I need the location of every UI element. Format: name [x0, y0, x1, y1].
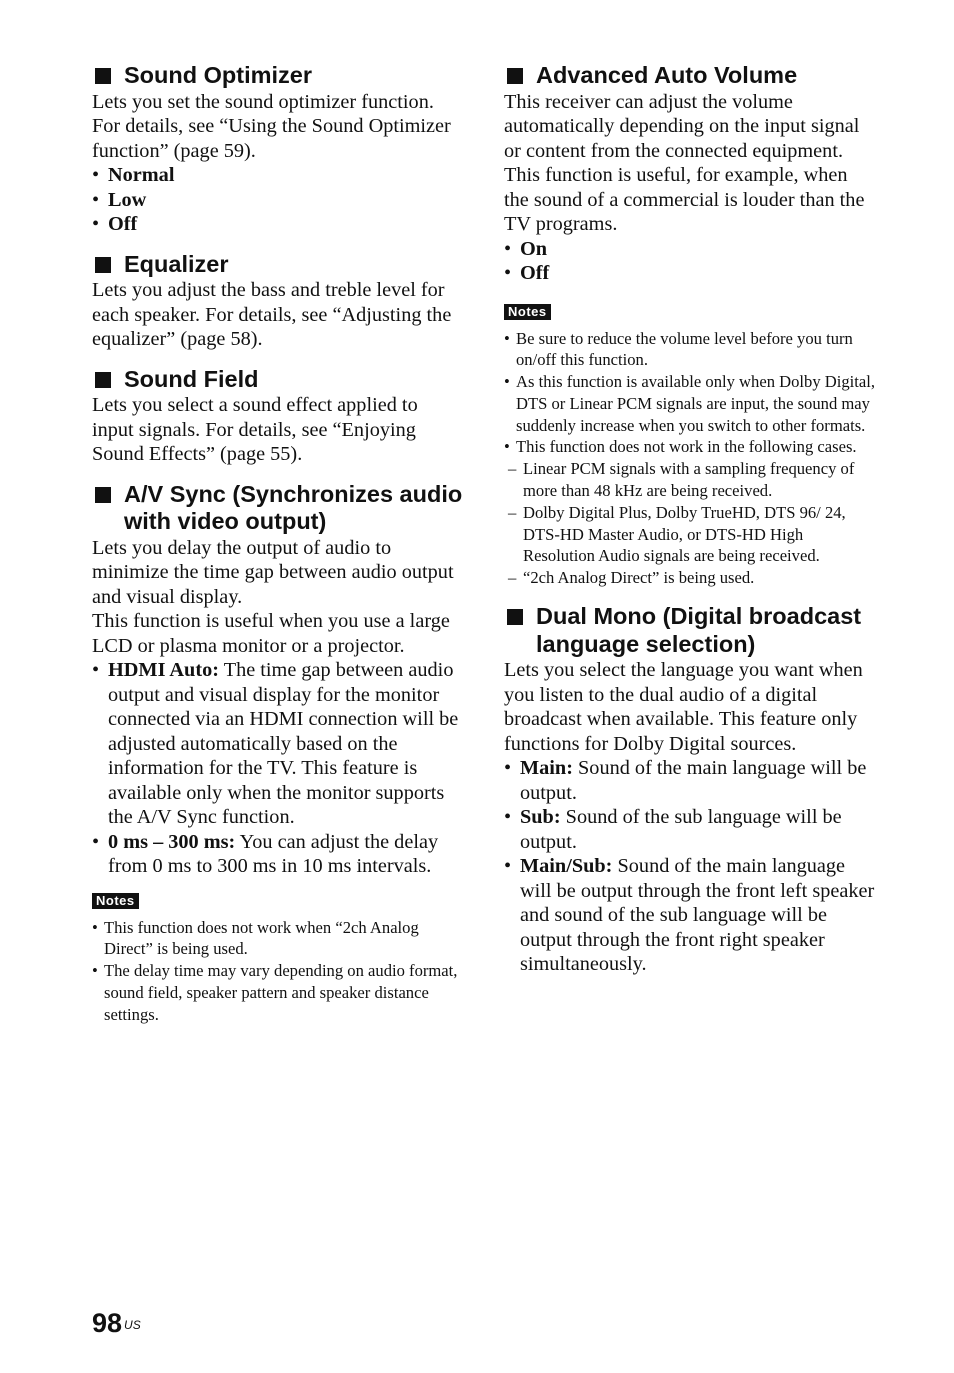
section-body: Lets you adjust the bass and treble level for each speaker. For details, see “Adjusting the equalizer” (page 58). [92, 279, 452, 350]
notes-badge: Notes [92, 893, 139, 909]
option-item: • Low [92, 188, 464, 213]
option-item: • Normal [92, 163, 464, 188]
note-item: • The delay time may vary depending on audio format, sound field, speaker pattern and speaker distance settings. [92, 960, 464, 1025]
option-item: • Off [92, 212, 464, 237]
notes-badge: Notes [504, 304, 551, 320]
heading-text: Sound Optimizer [124, 62, 312, 88]
option-list [504, 756, 876, 977]
region-code: US [124, 1318, 141, 1332]
section-heading-sound-field [92, 366, 464, 394]
section-heading-sound-optimizer [92, 62, 464, 90]
section-advanced-auto-volume [504, 62, 876, 589]
note-item: • As this function is available only when Dolby Digital, DTS or Linear PCM signals are input, the sound may suddenly increase when you switch to other formats. [504, 371, 876, 436]
section-heading-dual-mono [504, 603, 876, 658]
page-number [92, 1306, 141, 1340]
heading-text: Dual Mono (Digital broadcast language selection) [536, 603, 862, 657]
page-number-value: 98 [92, 1308, 123, 1338]
heading-text: A/V Sync (Synchronizes audio with video output) [124, 480, 463, 534]
notes-list [504, 328, 876, 459]
sub-note-item: – Dolby Digital Plus, Dolby TrueHD, DTS 96/ 24, DTS-HD Master Audio, or DTS-HD High Resolution Audio signals are being received. [508, 502, 876, 567]
notes-list [92, 917, 464, 1026]
option-list [92, 658, 464, 879]
section-body: Lets you delay the output of audio to minimize the time gap between audio output and visual display. [92, 536, 454, 608]
option-item: • Sub: Sound of the sub language will be output. [504, 805, 876, 854]
heading-text: Equalizer [124, 250, 229, 277]
section-sound-field [92, 366, 464, 467]
option-item: • 0 ms – 300 ms: You can adjust the delay from 0 ms to 300 ms in 10 ms intervals. [92, 830, 464, 879]
note-item: • This function does not work when “2ch Analog Direct” is being used. [92, 917, 464, 961]
left-column [92, 62, 464, 1025]
section-body: This function is useful, for example, when the sound of a commercial is louder than the TV programs. [504, 164, 865, 235]
section-sound-optimizer [92, 62, 464, 237]
section-heading-advanced-auto-volume [504, 62, 876, 90]
note-item: • This function does not work in the following cases. [504, 436, 876, 458]
section-body: Lets you select a sound effect applied to input signals. For details, see “Enjoying Sound Effects” (page 55). [92, 394, 418, 465]
heading-text: Advanced Auto Volume [536, 62, 798, 88]
section-equalizer [92, 251, 464, 352]
option-item: • HDMI Auto: The time gap between audio output and visual display for the monitor connected via an HDMI connection will be adjusted automatically based on the information for the TV. This feature is available only when the monitor supports the A/V Sync function. [92, 658, 464, 830]
section-heading-av-sync [92, 481, 464, 536]
option-item: • Main: Sound of the main language will be output. [504, 756, 876, 805]
square-bullet-icon [95, 487, 111, 503]
option-list [92, 163, 464, 237]
square-bullet-icon [95, 257, 111, 273]
sub-note-item: – Linear PCM signals with a sampling frequency of more than 48 kHz are being received. [508, 458, 876, 502]
section-body: Lets you select the language you want when you listen to the dual audio of a digital broadcast when available. This feature only functions for Dolby Digital sources. [504, 659, 863, 755]
option-list [504, 237, 876, 286]
heading-text: Sound Field [124, 365, 259, 392]
square-bullet-icon [95, 68, 111, 84]
note-item: • Be sure to reduce the volume level before you turn on/off this function. [504, 328, 876, 372]
option-item: • Main/Sub: Sound of the main language will be output through the front left speaker and sound of the sub language will be output through the front right speaker simultaneously. [504, 854, 876, 977]
sub-notes-list [504, 458, 876, 589]
option-item: • On [504, 237, 876, 262]
section-body: Lets you set the sound optimizer function. For details, see “Using the Sound Optimizer function” (page 59). [92, 90, 451, 162]
right-column [504, 62, 876, 977]
square-bullet-icon [507, 68, 523, 84]
square-bullet-icon [95, 372, 111, 388]
section-dual-mono [504, 603, 876, 977]
section-body: This receiver can adjust the volume automatically depending on the input signal or content from the connected equipment. [504, 90, 860, 162]
section-heading-equalizer [92, 251, 464, 279]
section-body: This function is useful when you use a large LCD or plasma monitor or a projector. [92, 610, 450, 657]
option-item: • Off [504, 261, 876, 286]
square-bullet-icon [507, 609, 523, 625]
sub-note-item: – “2ch Analog Direct” is being used. [508, 567, 876, 589]
section-av-sync [92, 481, 464, 1026]
